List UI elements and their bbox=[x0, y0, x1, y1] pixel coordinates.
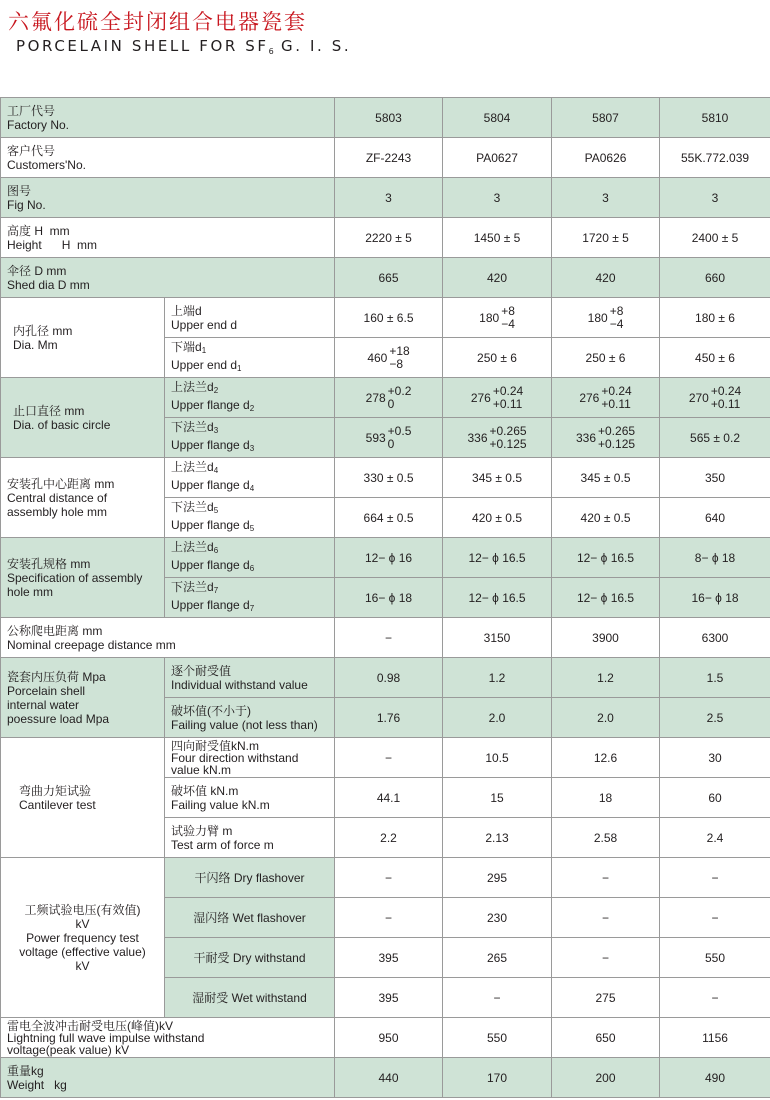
row-shed: 伞径 D mm Shed dia D mm 665 420 420 660 bbox=[1, 258, 770, 298]
title-english: PORCELAIN SHELL FOR $SF_6$ G. I. S. bbox=[16, 37, 352, 56]
row-height: 高度 H mm Height H mm 2220 ± 5 1450 ± 5 1720 ± 5 2400 ± 5 bbox=[1, 218, 770, 258]
row-cantilever-four: 弯曲力矩试验 Cantilever test 四向耐受值kN.m Four direction withstand value kN.m − 10.5 12.6 30 bbox=[1, 738, 770, 778]
row-customers: 客户代号 Customers'No. ZF-2243 PA0627 PA0626 55K.772.039 bbox=[1, 138, 770, 178]
row-spec-upper: 安装孔规格 mm Specification of assembly hole mm 上法兰$d_6$ Upper flange $d_6$ 12− ϕ 16 12− ϕ 16.5 12− ϕ 16.5 8− ϕ 18 bbox=[1, 538, 770, 578]
row-lightning: 雷电全波冲击耐受电压(峰值)kV Lightning full wave impulse withstand voltage(peak value) kV 950 550 650 1156 bbox=[1, 1018, 770, 1058]
row-weight: 重量kg Weight kg 440 170 200 490 bbox=[1, 1058, 770, 1098]
row-power-wetw: 湿耐受 Wet withstand 395 − 275 − bbox=[1, 978, 770, 1018]
title-chinese: 六氟化硫全封闭组合电器瓷套 bbox=[8, 10, 307, 34]
row-central-upper: 安装孔中心距离 mm Central distance of assembly hole mm 上法兰$d_4$ Upper flange $d_4$ 330 ± 0.5 345 ± 0.5 345 ± 0.5 350 bbox=[1, 458, 770, 498]
row-creepage: 公称爬电距离 mm Nominal creepage distance mm − 3150 3900 6300 bbox=[1, 618, 770, 658]
row-dia-lower: 下端$d_1$ Upper end $d_1$ 460 +18 −8 250 ± 6 250 ± 6 450 ± 6 bbox=[1, 338, 770, 378]
row-fig: 图号 Fig No. 3 3 3 3 bbox=[1, 178, 770, 218]
row-pressure-ind: 瓷套内压负荷 Mpa Porcelain shell internal water poessure load Mpa 逐个耐受值 Individual withstand value 0.98 1.2 1.2 1.5 bbox=[1, 658, 770, 698]
row-basic-lower: 下法兰$d_3$ Upper flange $d_3$ 593 +0.5 0 336 +0.265 +0.125 336 +0.265 +0.125 565 ± 0.2 bbox=[1, 418, 770, 458]
row-spec-lower: 下法兰$d_7$ Upper flange $d_7$ 16− ϕ 18 12− ϕ 16.5 12− ϕ 16.5 16− ϕ 18 bbox=[1, 578, 770, 618]
row-cantilever-fail: 破坏值 kN.m Failing value kN.m 44.1 15 18 60 bbox=[1, 778, 770, 818]
row-central-lower: 下法兰$d_5$ Upper flange $d_5$ 664 ± 0.5 420 ± 0.5 420 ± 0.5 640 bbox=[1, 498, 770, 538]
row-pressure-fail: 破坏值(不小于) Failing value (not less than) 1.76 2.0 2.0 2.5 bbox=[1, 698, 770, 738]
row-dia-upper: 内孔径 mm Dia. Mm 上端d Upper end d 160 ± 6.5 180 +8 −4 180 +8 −4 180 ± 6 bbox=[1, 298, 770, 338]
row-power-dryf: 工频试验电压(有效值) kV Power frequency test voltage (effective value) kV 干闪络 Dry flashover − 295 − − bbox=[1, 858, 770, 898]
row-power-wetf: 湿闪络 Wet flashover − 230 − − bbox=[1, 898, 770, 938]
spec-table bbox=[0, 97, 770, 1098]
row-basic-upper: 止口直径 mm Dia. of basic circle 上法兰$d_2$ Upper flange $d_2$ 278 +0.2 0 276 +0.24 +0.11 276 +0.24 +0.11 270 +0.24 +0.11 bbox=[1, 378, 770, 418]
row-factory: 工厂代号 Factory No. 5803 5804 5807 5810 bbox=[1, 98, 770, 138]
row-power-dryw: 干耐受 Dry withstand 395 265 − 550 bbox=[1, 938, 770, 978]
row-cantilever-arm: 试验力臂 m Test arm of force m 2.2 2.13 2.58 2.4 bbox=[1, 818, 770, 858]
